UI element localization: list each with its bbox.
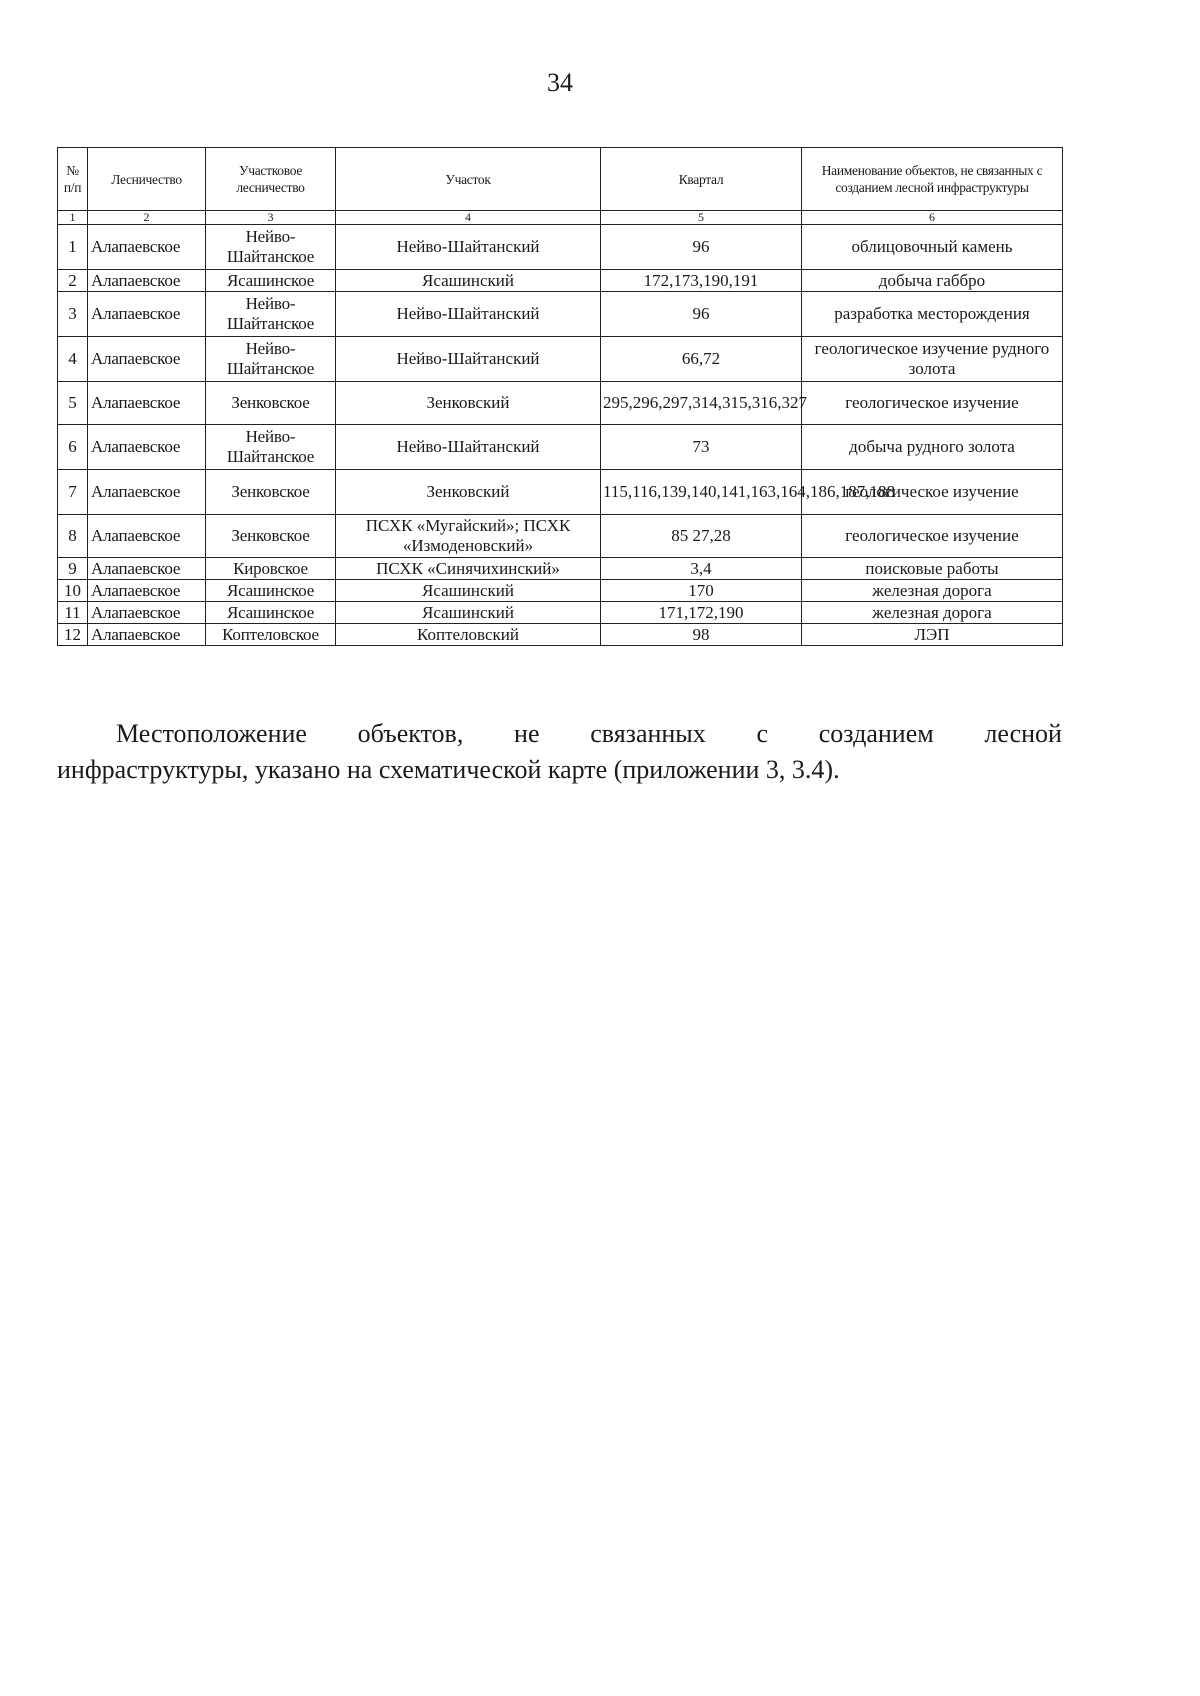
district-forestry-cell: Зенковское [206,470,336,515]
column-number: 2 [88,211,206,225]
object-name-cell: добыча габбро [802,270,1063,292]
object-name-cell: геологическое изучение [802,382,1063,425]
quarter-cell: 295,296,297,314,315,316,327 [601,382,802,425]
table-row [58,270,1063,292]
quarter-cell: 85 27,28 [601,515,802,558]
page-number: 34 [547,68,573,97]
row-number: 6 [58,425,88,470]
section-cell: Зенковский [336,382,601,425]
forestry-cell: Алапаевское [88,292,206,337]
header-object-name: Наименование объектов, не связанных с созданием лесной инфраструктуры [802,148,1063,211]
section-cell: Нейво-Шайтанский [336,425,601,470]
object-name-cell: добыча рудного золота [802,425,1063,470]
table-row [58,558,1063,580]
conclusion-paragraph [57,716,1062,788]
table-row [58,382,1063,425]
quarter-cell: 115,116,139,140,141,163,164,186,187,188 [601,470,802,515]
header-section: Участок [336,148,601,211]
forestry-cell: Алапаевское [88,580,206,602]
conclusion-word: созданием [818,719,934,748]
district-forestry-cell: Ясашинское [206,270,336,292]
district-forestry-cell: Ясашинское [206,602,336,624]
infrastructure-objects-table [57,147,1063,646]
object-name-cell: железная дорога [802,580,1063,602]
object-name-cell: железная дорога [802,602,1063,624]
district-forestry-cell: Коптеловское [206,624,336,646]
object-name-cell: поисковые работы [802,558,1063,580]
section-cell: Коптеловский [336,624,601,646]
quarter-cell: 96 [601,292,802,337]
quarter-cell: 171,172,190 [601,602,802,624]
quarter-cell: 73 [601,425,802,470]
section-cell: ПСХК «Мугайский»; ПСХК «Измоденовский» [336,515,601,558]
conclusion-word: лесной [984,719,1062,748]
row-number: 12 [58,624,88,646]
row-number: 2 [58,270,88,292]
section-cell: Нейво-Шайтанский [336,225,601,270]
column-number: 3 [206,211,336,225]
table-row [58,624,1063,646]
section-cell: Ясашинский [336,580,601,602]
conclusion-word: объектов, [357,719,464,748]
section-cell: Нейво-Шайтанский [336,292,601,337]
quarter-cell: 172,173,190,191 [601,270,802,292]
district-forestry-cell: Нейво-Шайтанское [206,425,336,470]
object-name-cell: ЛЭП [802,624,1063,646]
header-forestry: Лесничество [88,148,206,211]
table-row [58,580,1063,602]
quarter-cell: 96 [601,225,802,270]
section-cell: Ясашинский [336,602,601,624]
district-forestry-cell: Нейво-Шайтанское [206,225,336,270]
header-quarter: Квартал [601,148,802,211]
row-number: 1 [58,225,88,270]
forestry-cell: Алапаевское [88,270,206,292]
row-number: 5 [58,382,88,425]
object-name-cell: облицовочный камень [802,225,1063,270]
conclusion-word: связанных [590,719,706,748]
table-row [58,225,1063,270]
forestry-cell: Алапаевское [88,558,206,580]
row-number: 10 [58,580,88,602]
conclusion-line-1 [57,716,1062,752]
conclusion-line-2: инфраструктуры, указано на схематической карте (приложении 3, 3.4). [57,755,840,784]
quarter-cell: 98 [601,624,802,646]
district-forestry-cell: Ясашинское [206,580,336,602]
forestry-cell: Алапаевское [88,515,206,558]
table-row [58,425,1063,470]
forestry-cell: Алапаевское [88,425,206,470]
row-number: 7 [58,470,88,515]
table-row [58,515,1063,558]
forestry-cell: Алапаевское [88,382,206,425]
object-name-cell: геологическое изучение [802,515,1063,558]
section-cell: ПСХК «Синячихинский» [336,558,601,580]
row-number: 3 [58,292,88,337]
object-name-cell: разработка месторождения [802,292,1063,337]
table-header-row [58,148,1063,211]
column-number: 1 [58,211,88,225]
conclusion-word: не [514,719,540,748]
row-number: 11 [58,602,88,624]
quarter-cell: 3,4 [601,558,802,580]
district-forestry-cell: Нейво-Шайтанское [206,292,336,337]
section-cell: Ясашинский [336,270,601,292]
district-forestry-cell: Кировское [206,558,336,580]
forestry-cell: Алапаевское [88,624,206,646]
quarter-cell: 170 [601,580,802,602]
table-row [58,292,1063,337]
forestry-cell: Алапаевское [88,602,206,624]
header-number: № п/п [58,148,88,211]
quarter-cell: 66,72 [601,337,802,382]
table-row [58,602,1063,624]
column-number: 5 [601,211,802,225]
column-number-row [58,211,1063,225]
row-number: 8 [58,515,88,558]
table-row [58,337,1063,382]
forestry-cell: Алапаевское [88,225,206,270]
column-number: 6 [802,211,1063,225]
object-name-cell: геологическое изучение [802,470,1063,515]
conclusion-word: Местоположение [116,719,307,748]
district-forestry-cell: Нейво-Шайтанское [206,337,336,382]
district-forestry-cell: Зенковское [206,515,336,558]
conclusion-word: с [756,719,769,748]
section-cell: Нейво-Шайтанский [336,337,601,382]
row-number: 9 [58,558,88,580]
header-district-forestry: Участковое лесничество [206,148,336,211]
district-forestry-cell: Зенковское [206,382,336,425]
forestry-cell: Алапаевское [88,337,206,382]
table-row [58,470,1063,515]
section-cell: Зенковский [336,470,601,515]
forestry-cell: Алапаевское [88,470,206,515]
row-number: 4 [58,337,88,382]
object-name-cell: геологическое изучение рудного золота [802,337,1063,382]
column-number: 4 [336,211,601,225]
